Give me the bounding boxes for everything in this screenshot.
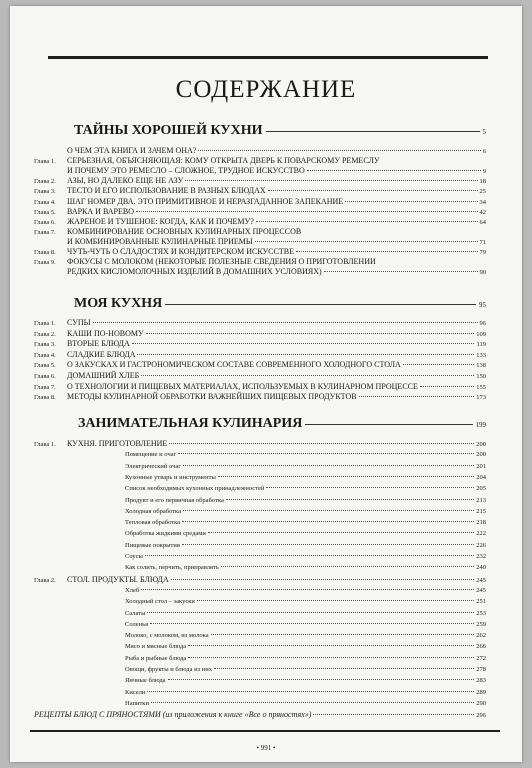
entry-page: 278 [476, 666, 486, 673]
section-heading [74, 123, 486, 139]
entry-page: 42 [479, 208, 486, 216]
toc-entry [34, 676, 486, 685]
dot-leader [145, 555, 474, 556]
dot-leader [420, 386, 474, 387]
dot-leader [183, 465, 474, 466]
toc-entry [34, 257, 486, 267]
dot-leader [218, 476, 474, 477]
entry-page: 226 [476, 541, 486, 549]
dot-leader [137, 354, 474, 355]
entry-page: 245 [476, 586, 486, 594]
entry-title: Мясо и мясные блюда [125, 643, 187, 651]
dot-leader [403, 364, 474, 365]
entry-title: ШАГ НОМЕР ДВА. ЭТО ПРИМИТИВНОЕ И НЕРАЗГАДАННОЕ ЗАПЕКАНИЕ [67, 196, 344, 206]
entry-page: 218 [476, 519, 486, 527]
entry-page: 6 [482, 148, 486, 155]
entry-title: ВАРКА И ВАРЕВО [67, 206, 135, 216]
chapter-label: Глава 7. [34, 228, 56, 236]
entry-page: 200 [476, 451, 486, 459]
section-heading [74, 296, 486, 312]
chapter-label: Глава 6. [34, 373, 56, 380]
entry-page: 251 [476, 598, 486, 606]
toc-entry [34, 318, 486, 328]
toc-entry [34, 350, 486, 360]
dot-leader [208, 532, 474, 533]
entry-title: МЕТОДЫ КУЛИНАРНОЙ ОБРАБОТКИ ВАЖНЕЙШИХ ПИЩЕВЫХ ПРОДУКТОВ [67, 392, 357, 402]
toc-entry [34, 392, 486, 402]
section-title: ЗАНИМАТЕЛЬНАЯ КУЛИНАРИЯ [78, 416, 303, 431]
entry-title: Напитки [125, 699, 149, 707]
dot-leader [221, 566, 474, 567]
dot-leader [313, 714, 474, 715]
entry-title: Яичные блюда [125, 677, 166, 685]
entry-title: О ЗАКУСКАХ И ГАСТРОНОМИЧЕСКОМ СОСТАВЕ СОВРЕМЕННОГО ХОЛОДНОГО СТОЛА [67, 360, 401, 370]
entry-title: Обработка жидкими средами [125, 530, 206, 538]
toc-entry [34, 552, 486, 561]
toc-entry [34, 541, 486, 550]
section-title: ТАЙНЫ ХОРОШЕЙ КУХНИ [74, 123, 263, 138]
section-page: 199 [475, 421, 486, 429]
dot-leader [150, 623, 474, 624]
section-heading [78, 416, 486, 432]
dot-leader [188, 657, 474, 658]
dot-leader [132, 343, 475, 344]
toc-entry [34, 360, 486, 370]
chapter-label: Глава 2. [34, 178, 56, 186]
dot-leader [146, 333, 475, 334]
toc-entry [34, 586, 486, 595]
entry-title: Хлеб [125, 586, 140, 594]
entry-title: СУПЫ [67, 318, 91, 327]
dot-leader [183, 510, 474, 511]
top-rule [48, 56, 488, 59]
entry-title: Холодный стол – закуски [125, 598, 195, 606]
entry-title: ТЕСТО И ЕГО ИСПОЛЬЗОВАНИЕ В РАЗНЫХ БЛЮДАХ [67, 186, 266, 196]
dot-leader [188, 645, 474, 646]
entry-page: 119 [476, 341, 486, 349]
dot-leader [345, 201, 477, 202]
toc-entry [34, 439, 486, 449]
entry-page: 232 [476, 553, 486, 560]
entry-title: И ПОЧЕМУ ЭТО РЕМЕСЛО – СЛОЖНОЕ, ТРУДНОЕ ИСКУССТВО [67, 166, 305, 176]
dot-leader [226, 499, 474, 500]
toc-entry [34, 518, 486, 527]
entry-title: СЕРЬЕЗНАЯ, ОБЪЯСНЯЮЩАЯ: КОМУ ОТКРЫТА ДВЕРЬ К ПОВАРСКОМУ РЕМЕСЛУ [67, 156, 380, 166]
toc-entry [34, 197, 486, 207]
dot-leader [268, 190, 478, 191]
entry-title: Соусы [125, 553, 143, 560]
entry-title: Электрический очаг [125, 462, 181, 470]
entry-title: И КОМБИНИРОВАННЫЕ КУЛИНАРНЫЕ ПРИЕМЫ [67, 236, 253, 246]
chapter-label: Глава 6. [34, 218, 56, 226]
entry-title: Соленья [125, 620, 149, 628]
toc-entry [34, 339, 486, 349]
dot-leader [147, 612, 474, 613]
entry-page: 25 [479, 188, 486, 196]
dot-leader [266, 487, 474, 488]
entry-title: ДОМАШНИЙ ХЛЕБ [67, 371, 140, 380]
toc-entry [34, 609, 486, 618]
entry-title: О ЧЕМ ЭТА КНИГА И ЗАЧЕМ ОНА? [67, 146, 197, 155]
dot-leader [168, 679, 475, 680]
entry-page: 71 [479, 238, 486, 246]
toc-entry [34, 597, 486, 606]
chapter-label: Глава 7. [34, 383, 56, 391]
entry-title: КОМБИНИРОВАНИЕ ОСНОВНЫХ КУЛИНАРНЫХ ПРОЦЕССОВ [67, 226, 302, 236]
dot-leader [141, 589, 474, 590]
entry-title: КАШИ ПО-НОВОМУ [67, 328, 144, 338]
toc-entry [34, 575, 486, 585]
toc-entry [34, 631, 486, 640]
toc-entry [34, 186, 486, 196]
entry-page: 259 [476, 620, 486, 628]
toc-entry [34, 620, 486, 629]
chapter-label: Глава 5. [34, 362, 56, 370]
entry-title: Салаты [125, 609, 146, 617]
toc-entry [34, 156, 486, 166]
chapter-label: Глава 2. [34, 576, 56, 584]
entry-page: 109 [476, 330, 486, 338]
toc-entry [34, 329, 486, 339]
dot-leader [171, 579, 475, 580]
toc-entry [34, 654, 486, 663]
entry-page: 205 [476, 485, 486, 493]
toc-entry [34, 473, 486, 482]
entry-page: 290 [476, 699, 486, 707]
entry-page: 18 [479, 178, 486, 186]
toc-entry [34, 450, 486, 459]
entry-title: Холодная обработка [125, 507, 181, 515]
entry-title: ВТОРЫЕ БЛЮДА [67, 339, 130, 349]
dot-leader [296, 251, 478, 252]
dot-leader [185, 180, 477, 181]
entry-page: 34 [479, 198, 486, 206]
entry-page: 64 [479, 218, 486, 226]
chapter-label: Глава 8. [34, 394, 56, 402]
toc-entry [34, 371, 486, 381]
entry-page: 283 [476, 677, 486, 685]
toc-entry [34, 507, 486, 516]
page-number: • 991 • [256, 744, 276, 752]
entry-title: Кисели [125, 688, 146, 696]
chapter-label: Глава 2. [34, 330, 56, 338]
entry-page: 213 [476, 496, 486, 504]
toc-entry [34, 688, 486, 697]
entry-page: 138 [476, 362, 486, 370]
toc-entry [34, 247, 486, 257]
dot-leader [136, 211, 477, 212]
page-title: СОДЕРЖАНИЕ [175, 76, 357, 103]
entry-page: 222 [476, 530, 486, 538]
entry-page: 262 [476, 632, 486, 640]
entry-page: 289 [476, 688, 486, 696]
chapter-label: Глава 9. [34, 259, 56, 267]
entry-page: 200 [476, 441, 486, 448]
entry-title: СТОЛ. ПРОДУКТЫ. БЛЮДА [67, 574, 169, 584]
section-page: 5 [482, 128, 486, 136]
dot-leader [151, 702, 474, 703]
entry-title: Овощи, фрукты и блюда из них [125, 666, 212, 673]
chapter-label: Глава 4. [34, 351, 56, 359]
section-page: 95 [479, 301, 486, 309]
toc-entry [34, 217, 486, 227]
dot-leader [197, 600, 474, 601]
toc-entry [34, 665, 486, 674]
chapter-label: Глава 5. [34, 208, 56, 216]
entry-title: ЖАРЕНОЕ И ТУШЕНОЕ: КОГДА, КАК И ПОЧЕМУ? [67, 216, 254, 226]
entry-page: 155 [476, 383, 486, 391]
entry-page: 245 [476, 576, 486, 584]
entry-title: ЧУТЬ-ЧУТЬ О СЛАДОСТЯХ И КОНДИТЕРСКОМ ИСКУССТВЕ [67, 247, 294, 256]
dot-leader [178, 453, 474, 454]
dot-leader [182, 521, 474, 522]
book-page [10, 6, 522, 762]
dot-leader [141, 375, 474, 376]
toc-entry [34, 207, 486, 217]
entry-title: Список необходимых кухонных принадлежностей [125, 485, 265, 493]
dot-leader [214, 668, 474, 669]
toc-entry [34, 642, 486, 651]
entry-title: АЗЫ, НО ДАЛЕКО ЕЩЕ НЕ АЗУ [67, 176, 184, 186]
entry-page: 90 [479, 269, 486, 277]
entry-page: 9 [482, 168, 486, 176]
entry-page: 79 [479, 249, 486, 256]
section-rule [266, 131, 480, 132]
entry-title: СЛАДКИЕ БЛЮДА [67, 349, 136, 359]
entry-title: Тепловая обработка [125, 519, 181, 527]
toc-entry [34, 176, 486, 186]
dot-leader [169, 443, 474, 444]
entry-title: Как солить, перчить, приправлять [125, 564, 219, 572]
entry-page: 204 [476, 473, 486, 481]
chapter-label: Глава 3. [34, 188, 56, 196]
entry-page: 133 [476, 351, 486, 359]
toc-entry [34, 382, 486, 392]
toc-entry [34, 699, 486, 708]
entry-page: 173 [476, 394, 486, 402]
entry-title: ФОКУСЫ С МОЛОКОМ (НЕКОТОРЫЕ ПОЛЕЗНЫЕ СВЕДЕНИЯ О ПРИГОТОВЛЕНИИ [67, 257, 376, 267]
toc-entry [34, 710, 486, 720]
entry-page: 272 [476, 654, 486, 662]
toc-entry [34, 529, 486, 538]
chapter-label: Глава 1. [34, 320, 56, 327]
section-rule [165, 304, 476, 305]
entry-page: 96 [479, 320, 486, 327]
entry-title: О ТЕХНОЛОГИИ И ПИЩЕВЫХ МАТЕРИАЛАХ, ИСПОЛЬЗУЕМЫХ В КУЛИНАРНОМ ПРОЦЕССЕ [67, 381, 418, 391]
dot-leader [182, 544, 474, 545]
entry-title: РЕЦЕПТЫ БЛЮД С ПРЯНОСТЯМИ (из приложения к книге «Все о пряностях») [34, 710, 312, 720]
section-title: МОЯ КУХНЯ [74, 296, 163, 311]
entry-title: Кухонные утварь и инструменты [125, 473, 216, 481]
dot-leader [255, 241, 478, 242]
toc-entry [34, 237, 486, 247]
dot-leader [359, 396, 475, 397]
dot-leader [256, 221, 478, 222]
dot-leader [211, 634, 475, 635]
dot-leader [147, 691, 474, 692]
chapter-label: Глава 8. [34, 249, 56, 256]
toc-entry [34, 146, 486, 156]
toc-entry [34, 496, 486, 505]
entry-title: Пищевые покрытия [125, 541, 180, 549]
entry-title: РЕДКИХ КИСЛОМОЛОЧНЫХ ИЗДЕЛИЙ В ДОМАШНИХ УСЛОВИЯХ) [67, 267, 322, 277]
dot-leader [324, 271, 478, 272]
chapter-label: Глава 1. [34, 158, 56, 166]
toc-entry [34, 484, 486, 493]
entry-title: Продукт и его первичная обработка [125, 496, 224, 504]
dot-leader [198, 150, 480, 151]
toc-entry [34, 462, 486, 471]
entry-page: 240 [476, 564, 486, 572]
entry-page: 150 [476, 373, 486, 380]
chapter-label: Глава 1. [34, 441, 56, 448]
entry-page: 215 [476, 507, 486, 515]
chapter-label: Глава 4. [34, 198, 56, 206]
toc-entry [34, 267, 486, 277]
dot-leader [93, 322, 478, 323]
entry-title: Рыба и рыбные блюда [125, 654, 187, 662]
entry-title: Помещение и очаг [125, 451, 177, 459]
entry-page: 296 [476, 712, 486, 720]
chapter-label: Глава 3. [34, 341, 56, 349]
section-rule [305, 424, 472, 425]
entry-title: КУХНЯ. ПРИГОТОВЛЕНИЕ [67, 439, 168, 448]
toc-entry [34, 166, 486, 176]
entry-title: Молоко, с молоком, из молока [125, 632, 209, 640]
toc-entry [34, 563, 486, 572]
entry-page: 266 [476, 643, 486, 651]
entry-page: 201 [476, 462, 486, 470]
dot-leader [307, 170, 481, 171]
toc-entry [34, 227, 486, 237]
entry-page: 253 [476, 609, 486, 617]
bottom-rule [30, 730, 500, 732]
